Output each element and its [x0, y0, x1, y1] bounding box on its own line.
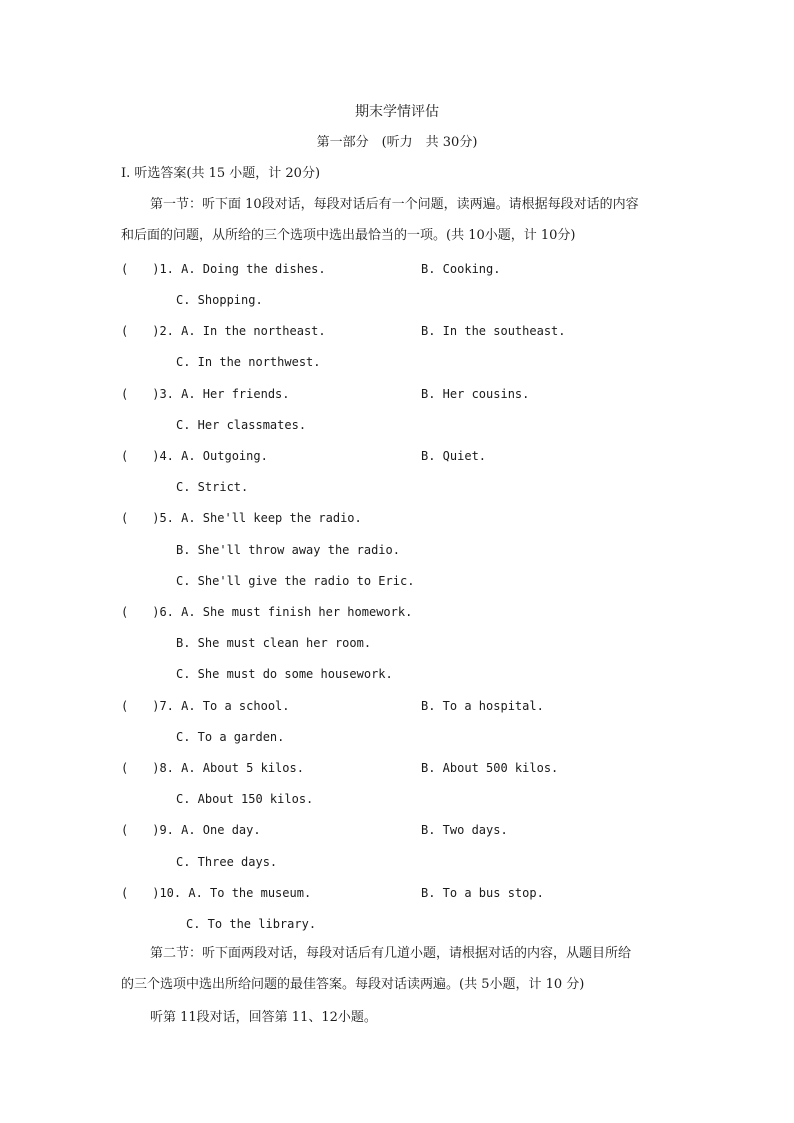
question-7-option-c: C. To a garden. [176, 730, 285, 744]
question-10-option-c: C. To the library. [186, 917, 317, 931]
section2-instruction-line1: 第二节：听下面两段对话，每段对话后有几道小题，请根据对话的内容，从题目所给 [150, 946, 632, 961]
question-7-option-b: B. To a hospital. [421, 699, 544, 713]
question-5-option-c: C. She'll give the radio to Eric. [176, 574, 415, 588]
question-6-option-c: C. She must do some housework. [176, 667, 393, 681]
question-9-option-c: C. Three days. [176, 855, 278, 869]
question-7-stem: ( )7. A. To a school. [121, 699, 290, 713]
question-10-option-b: B. To a bus stop. [421, 886, 544, 900]
question-6-option-b: B. She must clean her room. [176, 636, 372, 650]
part-heading: 第一部分 (听力 共 30分) [316, 135, 478, 150]
question-1-option-c: C. Shopping. [176, 293, 263, 307]
question-6-stem: ( )6. A. She must finish her homework. [121, 605, 413, 619]
question-9-stem: ( )9. A. One day. [121, 823, 261, 837]
question-1-stem: ( )1. A. Doing the dishes. [121, 262, 326, 276]
question-2-option-b: B. In the southeast. [421, 324, 566, 338]
question-4-option-c: C. Strict. [176, 480, 249, 494]
section2-instruction-line2: 的三个选项中选出所给问题的最佳答案。每段对话读两遍。(共 5小题，计 10 分) [121, 977, 585, 992]
question-3-option-b: B. Her cousins. [421, 387, 530, 401]
question-9-option-b: B. Two days. [421, 823, 508, 837]
question-8-option-b: B. About 500 kilos. [421, 761, 559, 775]
question-3-option-c: C. Her classmates. [176, 418, 307, 432]
section2-dialogue-intro: 听第 11段对话，回答第 11、12小题。 [150, 1010, 377, 1025]
question-1-option-b: B. Cooking. [421, 262, 501, 276]
question-8-stem: ( )8. A. About 5 kilos. [121, 761, 304, 775]
section1-heading: Ⅰ. 听选答案(共 15 小题，计 20分) [121, 166, 321, 181]
section1-instruction-line1: 第一节：听下面 10段对话，每段对话后有一个问题，读两遍。请根据每段对话的内容 [150, 197, 639, 212]
question-2-stem: ( )2. A. In the northeast. [121, 324, 326, 338]
question-10-stem: ( )10. A. To the museum. [121, 886, 312, 900]
page-title: 期末学情评估 [355, 104, 439, 120]
question-8-option-c: C. About 150 kilos. [176, 792, 314, 806]
question-4-option-b: B. Quiet. [421, 449, 487, 463]
question-5-option-b: B. She'll throw away the radio. [176, 543, 400, 557]
section1-instruction-line2: 和后面的问题，从所给的三个选项中选出最恰当的一项。(共 10小题，计 10分) [121, 228, 576, 243]
question-4-stem: ( )4. A. Outgoing. [121, 449, 268, 463]
question-3-stem: ( )3. A. Her friends. [121, 387, 290, 401]
question-5-stem: ( )5. A. She'll keep the radio. [121, 511, 362, 525]
question-2-option-c: C. In the northwest. [176, 355, 321, 369]
